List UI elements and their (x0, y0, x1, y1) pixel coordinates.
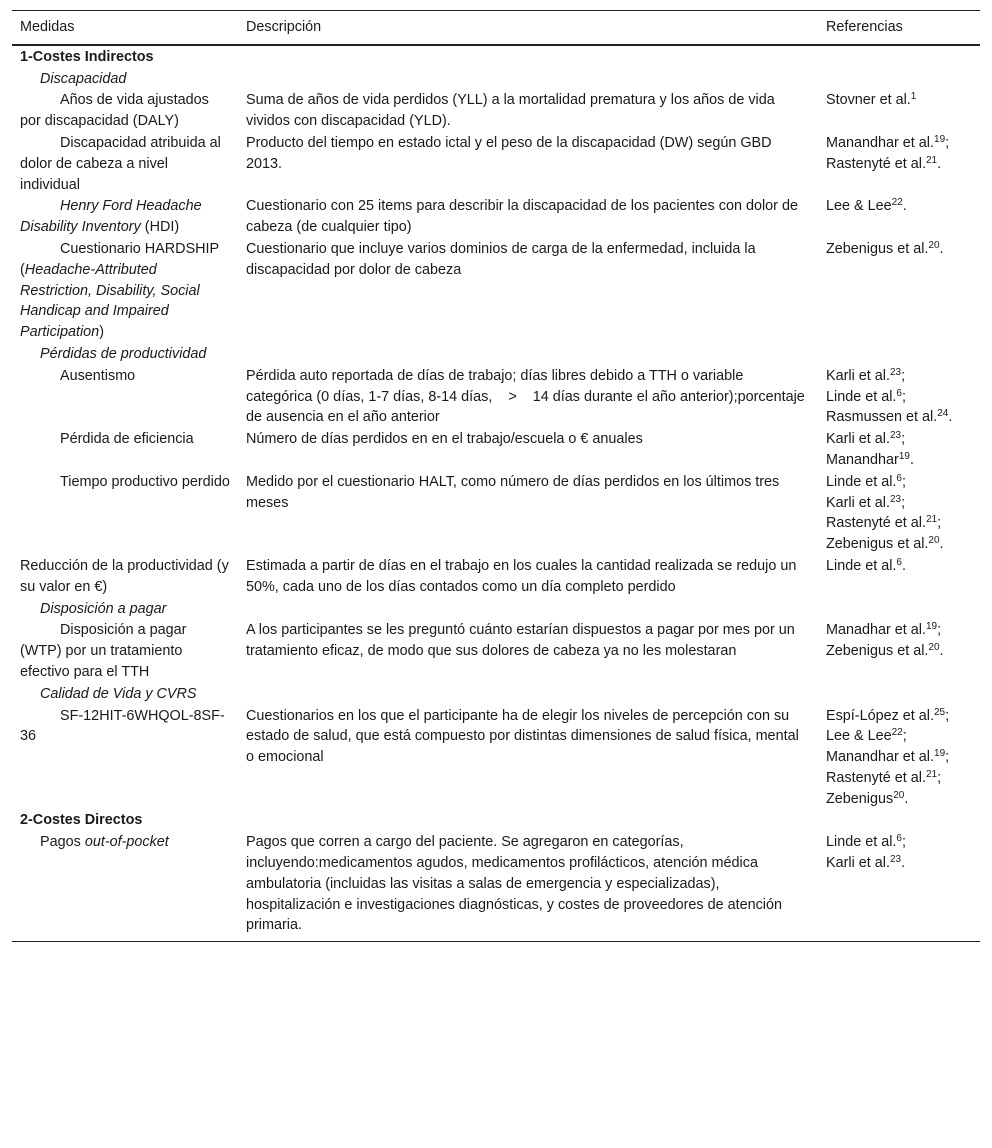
reference-cell: Manandhar et al.$^{19}$; Rastenyté et al.$^{21}$. (826, 133, 950, 172)
description-cell: Producto del tiempo en estado ictal y el peso de la discapacidad (DW) según GBD 2013. (246, 134, 772, 172)
description-cell: Cuestionario que incluye varios dominios de carga de la enfermedad, incluida la discapacidad por dolor de cabeza (246, 240, 756, 278)
reference-cell: Linde et al.$^6$. (826, 556, 906, 574)
table-row (12, 365, 980, 428)
section-direct-costs: 2-Costes Directos (20, 812, 143, 829)
header-descripcion: Descripción (238, 11, 818, 45)
description-cell: Suma de años de vida perdidos (YLL) a la mortalidad prematura y los años de vida vividos con discapacidad (YLD). (246, 92, 775, 130)
table-row (12, 555, 980, 598)
reference-cell: Karli et al.$^{23}$; Linde et al.$^6$; Rasmussen et al.$^{24}$. (826, 366, 953, 426)
description-cell: Pérdida auto reportada de días de trabajo; días libres debido a TTH o variable categórica (0 días, 1-7 días, 8-14 días, > 14 días durante el año anterior);porcentaje de ausencia en el año anterior (246, 367, 805, 426)
header-row (12, 11, 980, 45)
reference-cell: Karli et al.$^{23}$; Manandhar$^{19}$. (826, 430, 914, 468)
table-row (12, 89, 980, 132)
section-row (12, 45, 980, 68)
description-cell: Número de días perdidos en en el trabajo/escuela o € anuales (246, 431, 643, 448)
reference-cell: Linde et al.$^6$; Karli et al.$^{23}$; Rastenyté et al.$^{21}$; Zebenigus et al.$^{20}$. (826, 472, 944, 553)
description-cell: Cuestionario con 25 items para describir la discapacidad de los pacientes con dolor de cabeza (de cualquier tipo) (246, 198, 798, 236)
reference-cell: Zebenigus et al.$^{20}$. (826, 239, 944, 257)
table-row (12, 132, 980, 195)
reference-cell: Linde et al.$^6$; Karli et al.$^{23}$. (818, 831, 980, 941)
table-row (12, 195, 980, 238)
subsection-row (12, 683, 980, 705)
reference-cell: Espí-López et al.$^{25}$; Lee & Lee$^{22}$; Manandhar et al.$^{19}$; Rastenyté et al.$^{21}$; Zebenigus$^{20}$. (826, 706, 950, 807)
measure-cell: Ausentismo (60, 367, 136, 384)
measure-cell: Pagos out-of-pocket (12, 831, 238, 941)
subsection-discapacidad: Discapacidad (40, 70, 127, 87)
table-row (12, 619, 980, 682)
table-row (12, 238, 980, 343)
subsection-row (12, 68, 980, 90)
header-referencias: Referencias (818, 11, 980, 45)
description-cell: Estimada a partir de días en el trabajo en los cuales la cantidad realizada se redujo un 50%, cada uno de los días contados como un día completo perdido (246, 557, 797, 595)
reference-cell: Stovner et al.$^1$ (826, 91, 917, 109)
measure-cell: Tiempo productivo perdido (60, 473, 230, 490)
measure-cell: Henry Ford Headache Disability Inventory (HDI) (20, 198, 202, 236)
measure-cell: Disposición a pagar (WTP) por un tratamiento efectivo para el TTH (20, 622, 187, 680)
measure-cell: Discapacidad atribuida al dolor de cabeza a nivel individual (20, 134, 221, 193)
subsection-perdidas: Pérdidas de productividad (40, 345, 207, 362)
measure-cell: Cuestionario HARDSHIP (Headache-Attributed Restriction, Disability, Social Handicap and Impaired Participation) (20, 240, 219, 341)
measure-cell: SF-12HIT-6WHQOL-8SF-36 (20, 707, 225, 745)
description-cell: A los participantes se les preguntó cuánto estarían dispuestos a pagar por mes por un tratamiento eficaz, de modo que sus dolores de cabeza ya no les molestaran (246, 622, 795, 660)
section-indirect-costs: 1-Costes Indirectos (20, 48, 154, 65)
subsection-disposicion: Disposición a pagar (40, 600, 167, 617)
header-medidas: Medidas (12, 11, 238, 45)
table-row (12, 428, 980, 471)
description-cell: Pagos que corren a cargo del paciente. Se agregaron en categorías, incluyendo:medicamentos agudos, medicamentos profilácticos, atención médica ambulatoria (incluidas las visitas a salas de emergencia y especializadas), hospitalización e investigaciones diagnósticas, y costes de proveedores de atención primaria. (238, 831, 818, 941)
table-row (12, 705, 980, 810)
reference-cell: Manadhar et al.$^{19}$; Zebenigus et al.$^{20}$. (826, 621, 944, 660)
reference-cell: Lee & Lee$^{22}$. (826, 197, 907, 215)
table-row (12, 471, 980, 555)
subsection-calidad: Calidad de Vida y CVRS (40, 685, 197, 702)
subsection-row (12, 343, 980, 365)
description-cell: Cuestionarios en los que el participante ha de elegir los niveles de percepción con su estado de salud, que está compuesto por distintas dimensiones de salud física, mental o emocional (246, 707, 799, 766)
section-row (12, 809, 980, 831)
measure-cell: Años de vida ajustados por discapacidad (DALY) (20, 92, 209, 130)
data-table (12, 10, 980, 942)
table-row (12, 831, 980, 941)
measure-cell: Reducción de la productividad (y su valor en €) (20, 557, 229, 595)
description-cell: Medido por el cuestionario HALT, como número de días perdidos en los últimos tres meses (246, 473, 780, 511)
data-table-container (12, 10, 980, 942)
subsection-row (12, 598, 980, 620)
measure-cell: Pérdida de eficiencia (60, 431, 194, 448)
